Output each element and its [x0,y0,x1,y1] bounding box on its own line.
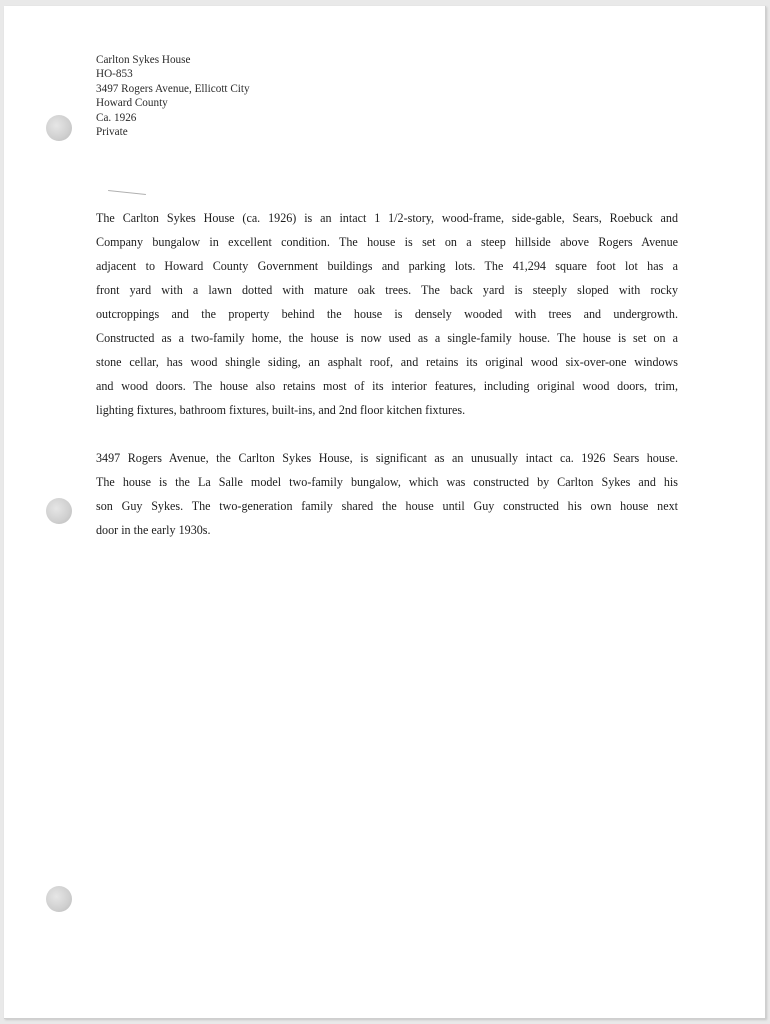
text-line: front yard with a lawn dotted with mature oak trees. The back yard is steeply sloped with rocky [96,283,678,297]
description-body [96,206,678,542]
text-line: lighting fixtures, bathroom fixtures, built-ins, and 2nd floor kitchen fixtures. [96,403,466,417]
text-line: son Guy Sykes. The two-generation family shared the house until Guy constructed his own house next [96,499,678,513]
text-line: door in the early 1930s. [96,523,211,537]
text-line: adjacent to Howard County Government buildings and parking lots. The 41,294 square foot lot has a [96,259,678,273]
scan-mark [108,190,146,195]
property-header [96,53,250,139]
text-line: 3497 Rogers Avenue, the Carlton Sykes House, is significant as an unusually intact ca. 1926 Sears house. [96,451,678,465]
access-status: Private [96,126,128,139]
punch-hole [46,886,72,912]
property-name: Carlton Sykes House [96,54,191,66]
punch-hole [46,498,72,524]
text-line: Constructed as a two-family home, the house is now used as a single-family house. The house is set on a [96,331,678,345]
text-line: stone cellar, has wood shingle siding, an asphalt roof, and retains its original wood six-over-one windows [96,355,678,369]
text-line: The house is the La Salle model two-family bungalow, which was constructed by Carlton Sykes and his [96,475,678,489]
document-page [4,6,766,1019]
punch-hole [46,115,72,141]
text-line: Company bungalow in excellent condition. The house is set on a steep hillside above Rogers Avenue [96,235,678,249]
text-line: and wood doors. The house also retains most of its interior features, including original wood doors, trim, [96,379,678,393]
construction-date: Ca. 1926 [96,111,137,124]
text-line: outcroppings and the property behind the house is densely wooded with trees and undergrowth. [96,307,678,321]
paragraph-gap [96,422,678,446]
text-line: The Carlton Sykes House (ca. 1926) is an intact 1 1/2-story, wood-frame, side-gable, Sears, Roebuck and [96,211,678,225]
paragraph-description [96,206,678,422]
property-address: 3497 Rogers Avenue, Ellicott City [96,82,250,95]
property-county: Howard County [96,97,168,110]
paragraph-significance [96,446,678,542]
inventory-number: HO-853 [96,68,133,81]
